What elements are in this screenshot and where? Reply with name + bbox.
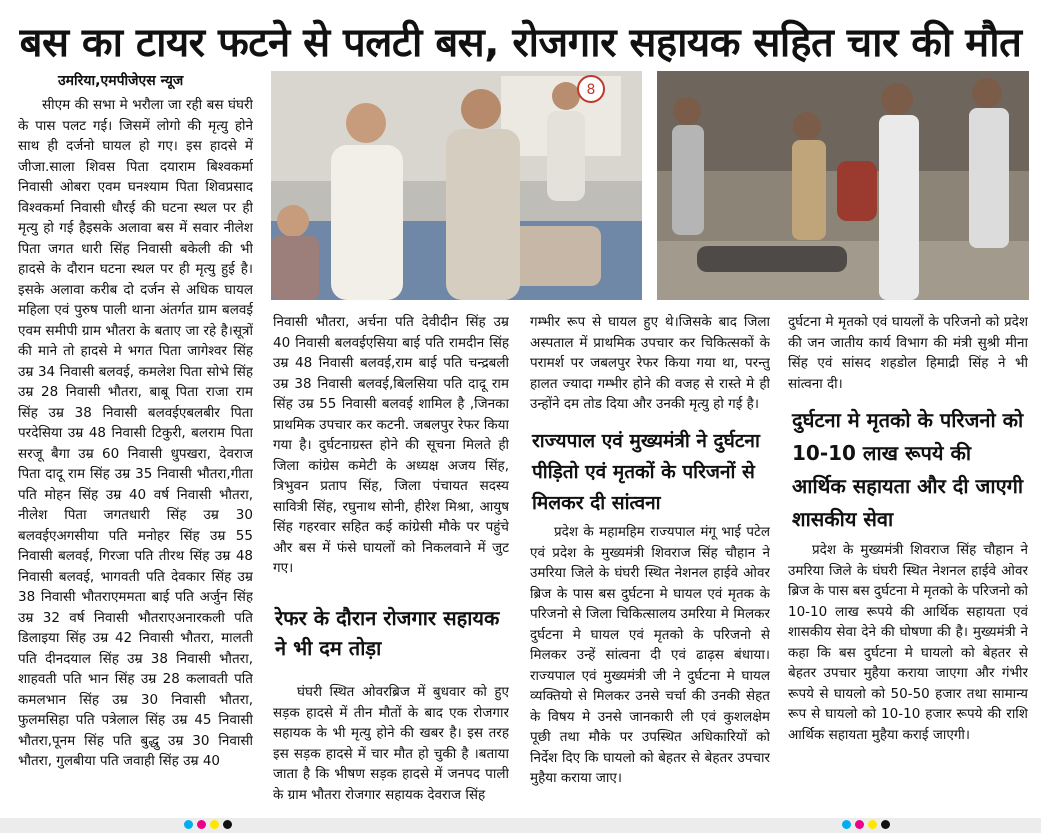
subheading-governor-cm-consolation: राज्यपाल एवं मुख्यमंत्री ने दुर्घटना पीड़ितो एवं मृतकों के परिजनों से मिलकर दी सांत्वना (532, 430, 760, 514)
black-registration-dot (881, 820, 890, 829)
column-2-paragraph: निवासी भौतरा, अर्चना पति देवीदीन सिंह उम्र 40 निवासी बलवईएसिया बाई पति रामदीन सिंह उम्र 48 निवासी बलवई,राम बाई पति चन्द्रबली उम्र 38 निवासी बलवई,बिलसिया पति दादू राम सिंह उम्र 55 निवासी बलवई शामिल है ,जिनका प्राथमिक उपचार कर कटनी. जबलपुर रेफर किया गया है। दुर्घटनाग्रस्त होने की सूचना मिलते ही जिला कांग्रेस कमेटी के अध्यक्ष अजय सिंह, त्रिभुवन प्रताप सिंह, जिला पंचायत सदस्य सावित्री सिंह, रघुनाथ सोनी, हीरेश मिश्रा, आयुष सिंह गहरवार सहित कई कांग्रेसी मौके पर पहुंचे और बस में फंसे घायलों को निकलवाने में जुट गए। (273, 314, 509, 576)
magenta-registration-dot (855, 820, 864, 829)
column-2b-text (273, 682, 509, 808)
yellow-registration-dot (868, 820, 877, 829)
photo-1-illustration (271, 71, 642, 300)
black-registration-dot (223, 820, 232, 829)
column-2-text (273, 312, 509, 596)
magenta-registration-dot (197, 820, 206, 829)
column-3-paragraph: गम्भीर रूप से घायल हुए थे।जिसके बाद जिला अस्पताल में प्राथमिक उपचार कर चिकित्सकों के परामर्श पर जबलपुर रेफर किया गया था, परन्तु हालत ज्यादा गम्भीर होने की वजह से रास्ते मे ही उन्होंने दम तोड दिया और उनकी मृत्यु हो गई है। (530, 314, 770, 412)
column-3b-paragraph: प्रदेश के महामहिम राज्यपाल मंगू भाई पटेल एवं प्रदेश के मुख्यमंत्री शिवराज सिंह चौहान ने उमरिया जिले के घंघरी स्थित नेशनल हाईवे ओवर ब्रिज के पास बस दुर्घटना मे घायल एवं मृतक के परिजनो से जिला चिकित्सालय उमरिया मे मिलकर दुर्घटना मे घायल एवं मृतको के परिजनो से मिलकर उन्हें सांत्वना दी एवं ढाढ़स बंधाया। राज्यपाल एवं मुख्यमंत्री जी ने दुर्घटना मे घायल व्यक्तियो से मिलकर उनसे चर्चा की उनकी सेहत के विषय मे उनसे जानकारी ली एवं कुशलक्षेम पूछी तथा मौके पर उपस्थित अधिकारियों को निर्देश दिए कि घायलो को बेहतर से बेहतर उपचार मुहैया कराया जाए। (530, 524, 770, 786)
subheading-referral-death: रेफर के दौरान रोजगार सहायक ने भी दम तोड़ा (275, 606, 500, 660)
column-2b-paragraph: घंघरी स्थित ओवरब्रिज में बुधवार को हुए सड़क हादसे में तीन मौतों के बाद एक रोजगार सहायक के भी मृत्यु होने की खबर है। इस तरह इस सड़क हादसे में चार मौत हो चुकी है ।बताया जाता है कि भीषण सड़क हादसे में जनपद पाली के ग्राम भौतरा रोजगार सहायक देवराज सिंह (273, 684, 509, 803)
cyan-registration-dot (184, 820, 193, 829)
photo-cm-visiting-injured (271, 71, 642, 300)
column-3b-text (530, 522, 770, 810)
column-3-text (530, 312, 770, 420)
column-4b-paragraph: प्रदेश के मुख्यमंत्री शिवराज सिंह चौहान ने उमरिया जिले के घंघरी स्थित नेशनल हाईवे ओवर ब्रिज के पास बस दुर्घटना मे मृतको के परिजनो को 10-10 लाख रूपये की आर्थिक सहायता एवं शासकीय सेवा देने की घोषणा की है। मुख्यमंत्री ने कहा कि बस दुर्घटना मे घायलो को बेहतर से बेहतर उपचार मुहैया कराया जाएगा और गंभीर रूपये से घायलो को 50-50 हजार तथा सामान्य रूप से घायलो को 10-10 हजार रूपये की राशि आर्थिक सहायता मुहैया कराई जाएगी। (788, 542, 1028, 743)
column-4-text (788, 312, 1028, 397)
subheading-compensation: दुर्घटना मे मृतको के परिजनो को 10-10 लाख रूपये की आर्थिक सहायता और दी जाएगी शासकीय सेवा (792, 408, 1024, 531)
registration-dots-right (842, 820, 890, 829)
yellow-registration-dot (210, 820, 219, 829)
column-1-text (18, 95, 253, 811)
column-4-paragraph: दुर्घटना मे मृतको एवं घायलों के परिजनो को प्रदेश की जन जातीय कार्य विभाग की मंत्री सुश्री मीना सिंह एवं सांसद शहडोल हिमाद्री सिंह ने भी सांत्वना दी। (788, 314, 1028, 392)
column-1-paragraph: सीएम की सभा मे भरौला जा रही बस घंघरी के पास पलट गई। जिसमें लोगो की मृत्यु होने साथ ही दर्जनो घायल हो गए। इस हादसे में जीजा.साला शिवस पिता दयाराम बिश्वकर्मा निवासी ओबरा एवम घनश्याम पिता शिवप्रसाद विश्वकर्मा निवासी धौरई की घटना स्थल पर ही मृत्यु हो गई हैइसके अलावा बस में सवार नीलेश पिता जगत धारी सिंह निवासी बकेली की भी हादसे के दौरान घटना स्थल पर ही मृत्यु हुई है। इसके अलावा करीब दो दर्जन से अधिक घायल महिला एवं पुरुष पाली थाना अंतर्गत ग्राम बलवई एवम समीपी ग्राम भौतरा के बताए जा रहे है।सूत्रों की माने तो हादसे मे भगत पिता जागेश्वर सिंह उम्र 34 निवासी बलवई, कमलेश पिता सोभे सिंह उम्र 28 निवासी भौतरा, बाबू पिता राजा राम सिंह उम्र 38 निवासी बलवईएबलबीर पिता परदेसिया उम्र 48 निवासी टिकुरी, बलराम पिता सरजू बैगा उम्र 60 निवासी धुपखरा, देवराज पिता दादू राम सिंह उम्र 35 निवासी भौतरा,गीता पति मोहन सिंह उम्र 40 वर्ष निवासी भौतरा, नीलेश पिता जगतधारी सिंह उम्र 30 बलवईएअगसीया पति मनोहर सिंह उम्र 55 निवासी बलवई, गिरजा पति तीरथ सिंह उम्र 48 निवासी बलवई, भागवती पति देवकार सिंह उम्र 38 निवासी भौतराएममता बाई पति अर्जुन सिंह उम्र 32 वर्ष निवासी भौतराएअनारकली पति डिलाइया सिंह उम्र 42 निवासी भौतरा, मालती पति दीनदयाल सिंह उम्र 38 निवासी भौतरा, शाहवती पति भान सिंह उम्र 28 कलावती पति कमलभान सिंह उम्र 30 निवासी भौतरा, फुलमसिहा पति पत्रेलाल सिंह उम्र 45 निवासी भौतरा,पूनम सिंह पति बुद्धु उम्र 30 निवासी भौतरा, गुलबीया पति जवाही सिंह उम्र 40 (18, 97, 253, 769)
column-4b-text (788, 540, 1028, 810)
cyan-registration-dot (842, 820, 851, 829)
photo-accident-victims (657, 71, 1029, 300)
byline: उमरिया,एमपीजेएस न्यूज (58, 73, 184, 89)
registration-dots-left (184, 820, 232, 829)
photo-sign-number: 8 (586, 82, 596, 98)
headline: बस का टायर फटने से पलटी बस, रोजगार सहायक सहित चार की मौत (19, 20, 1022, 66)
photo-2-illustration (657, 71, 1029, 300)
